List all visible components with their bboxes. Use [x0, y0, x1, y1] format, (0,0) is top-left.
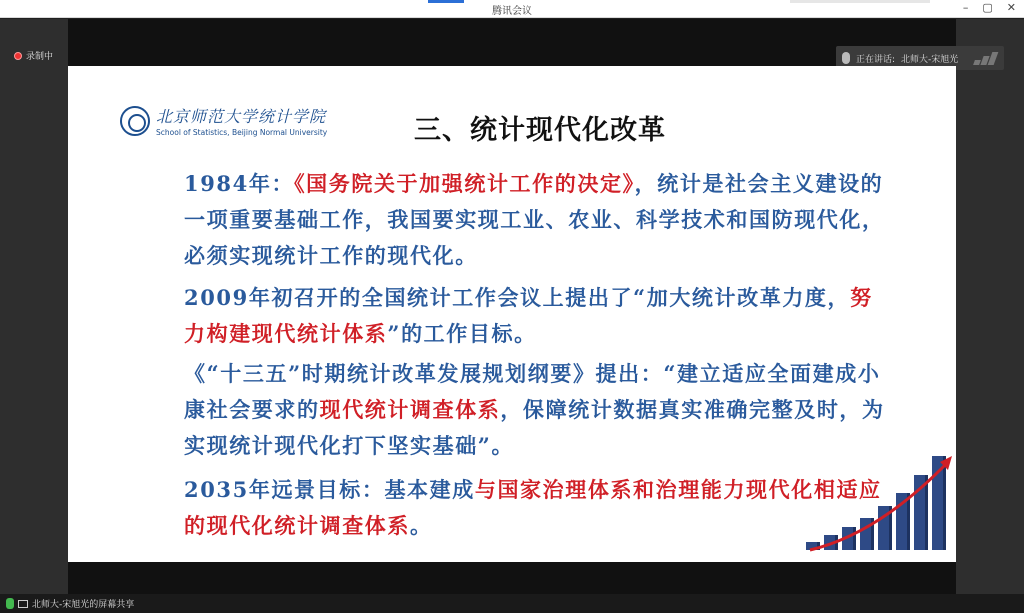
- logo-chinese-name: 北京师范大学统计学院: [156, 107, 327, 126]
- p3-highlight: 现代统计调查体系: [319, 397, 501, 422]
- restore-button[interactable]: ▢: [982, 1, 993, 14]
- bottom-status-bar: [0, 594, 1024, 613]
- bottom-letterbox: [68, 562, 956, 594]
- recording-indicator[interactable]: [14, 49, 53, 62]
- right-strip: [956, 19, 1024, 594]
- university-logo: [120, 104, 327, 137]
- p2-highlight: 努力构建现代统计体系: [184, 285, 873, 346]
- p2-rest: ”的工作目标。: [387, 321, 537, 346]
- screen-share-status: [6, 597, 134, 610]
- record-dot-icon: [14, 52, 22, 60]
- p1-year: 1984年：: [184, 171, 295, 196]
- signal-icon: [974, 51, 998, 65]
- growth-arrow-icon: [808, 454, 956, 554]
- microphone-icon: [842, 52, 850, 64]
- minimize-button[interactable]: –: [962, 1, 969, 14]
- p4-rest: 。: [410, 513, 433, 538]
- top-letterbox: [68, 19, 959, 66]
- p1-highlight: 《国务院关于加强统计工作的决定》: [294, 171, 635, 196]
- recording-label: 录制中: [26, 52, 54, 62]
- mic-status-icon[interactable]: [6, 598, 14, 609]
- p4-lead: 2035年远景目标：基本建成: [184, 477, 475, 502]
- paragraph-1984: [138, 166, 894, 274]
- close-button[interactable]: ✕: [1006, 1, 1016, 14]
- left-strip: [0, 19, 68, 594]
- p2-lead: 2009年初召开的全国统计工作会议上提出了“加大统计改革力度，: [184, 285, 851, 310]
- logo-english-name: School of Statistics, Beijing Normal University: [156, 128, 328, 137]
- p4-highlight: 与国家治理体系和治理能力现代化相适应的现代化统计调查体系: [184, 477, 882, 538]
- shared-slide: [68, 66, 956, 562]
- screen-share-icon: [18, 600, 28, 608]
- paragraph-2035: [138, 472, 894, 544]
- window-title: 腾讯会议: [492, 6, 532, 17]
- slide-title: 三、统计现代化改革: [414, 115, 666, 146]
- paragraph-13th-fyp: [138, 356, 894, 464]
- p1-rest: ，统计是社会主义建设的一项重要基础工作，我国要实现工业、农业、科学技术和国防现代化，必须实现统计工作的现代化。: [184, 171, 885, 268]
- paragraph-2009: [138, 280, 894, 352]
- university-seal-icon: [120, 106, 150, 136]
- share-status-label: 北师大-宋旭光的屏幕共享: [32, 600, 135, 610]
- p3-lead: 《“十三五”时期统计改革发展规划纲要》提出：“建立适应全面建成小康社会要求的: [184, 361, 881, 422]
- window-controls: [963, 1, 1016, 14]
- speaker-name: 北师大-宋旭光: [901, 54, 959, 65]
- speaking-label: 正在讲话:: [856, 54, 896, 65]
- p3-rest: ，保障统计数据真实准确完整及时，为实现统计现代化打下坚实基础”。: [184, 397, 885, 458]
- title-bar: [0, 0, 1024, 18]
